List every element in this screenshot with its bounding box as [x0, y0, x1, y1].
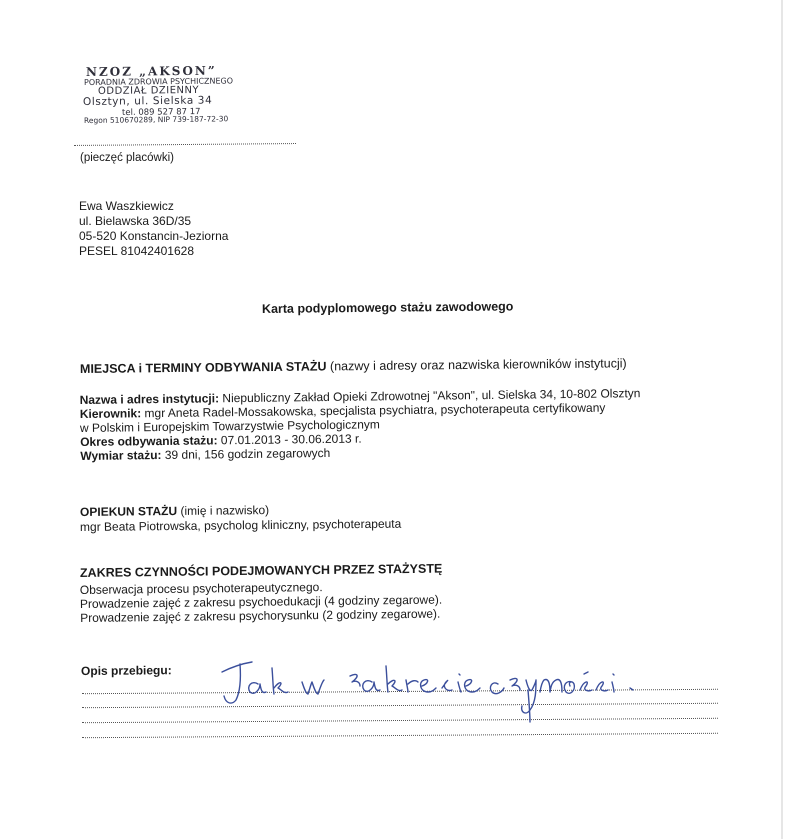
- mentor-heading-line: [80, 503, 269, 519]
- duties-heading: ZAKRES CZYNNOŚCI PODEJMOWANYCH PRZEZ STAŻYSTĘ: [79, 561, 443, 580]
- duty-item: Prowadzenie zajęć z zakresu psychorysunku (2 godziny zegarowe).: [80, 606, 441, 625]
- addressee-name: Ewa Waszkiewicz: [79, 199, 174, 213]
- document-title: Karta podyplomowego stażu zawodowego: [261, 299, 514, 316]
- stamp-dotted-line: [74, 143, 296, 146]
- head-value: mgr Aneta Radel-Mossakowska, specjalista psychiatra, psychoterapeuta certyfikowany: [144, 400, 606, 421]
- institution-details: [80, 386, 642, 463]
- course-line-4: [82, 733, 718, 738]
- handwritten-note: [210, 650, 710, 730]
- places-heading: MIEJSCA i TERMINY ODBYWANIA STAŻU: [79, 359, 327, 376]
- mentor-value: mgr Beata Piotrowska, psycholog kliniczny, psychoterapeuta: [79, 516, 402, 534]
- head-label: Kierownik:: [79, 406, 142, 422]
- addressee-pesel: PESEL 81042401628: [79, 244, 194, 258]
- stamp-phone: tel. 089 527 87 17: [121, 106, 201, 118]
- places-heading-note: (nazwy i adresy oraz nazwiska kierowników instytucji): [329, 356, 627, 374]
- stamp-department: ODDZIAŁ DZIENNY: [97, 84, 200, 97]
- stamp-name: NZOZ „AKSON”: [85, 63, 217, 79]
- stamp-clinic: PORADNIA ZDROWIA PSYCHICZNEGO: [83, 76, 234, 87]
- head-value-continued: w Polskim i Europejskim Towarzystwie Psychologicznym: [79, 417, 380, 435]
- stamp-caption: (pieczęć placówki): [80, 152, 174, 164]
- addressee-street: ul. Bielawska 36D/35: [79, 214, 192, 228]
- period-value: 07.01.2013 - 30.06.2013 r.: [220, 431, 362, 448]
- stamp-address: Olsztyn, ul. Sielska 34: [82, 94, 213, 109]
- course-label: Opis przebiegu:: [80, 663, 172, 678]
- period-label: Okres odbywania stażu:: [80, 433, 218, 449]
- institution-stamp: [82, 63, 272, 126]
- scan-edge: [781, 0, 783, 839]
- scope-value: 39 dni, 156 godzin zegarowych: [164, 445, 331, 462]
- duty-item: Obserwacja procesu psychoterapeutycznego.: [79, 580, 323, 598]
- mentor-heading: OPIEKUN STAŻU: [79, 503, 178, 519]
- mentor-heading-note: (imię i nazwisko): [180, 503, 270, 518]
- stamp-regon: Regon 510670289, NIP 739-187-72-30: [83, 114, 229, 126]
- addressee-block: [79, 199, 228, 259]
- scope-label: Wymiar stażu:: [80, 448, 162, 463]
- addressee-city: 05-520 Konstancin-Jeziorna: [79, 229, 229, 243]
- institution-label: Nazwa i adres instytucji:: [79, 391, 220, 408]
- duties-list: [80, 579, 443, 625]
- duty-item: Prowadzenie zajęć z zakresu psychoedukacji (4 godziny zegarowe).: [79, 592, 443, 611]
- institution-value: Niepubliczny Zakład Opieki Zdrowotnej "Akson", ul. Sielska 34, 10-802 Olsztyn: [222, 386, 641, 406]
- places-heading-line: [80, 356, 627, 376]
